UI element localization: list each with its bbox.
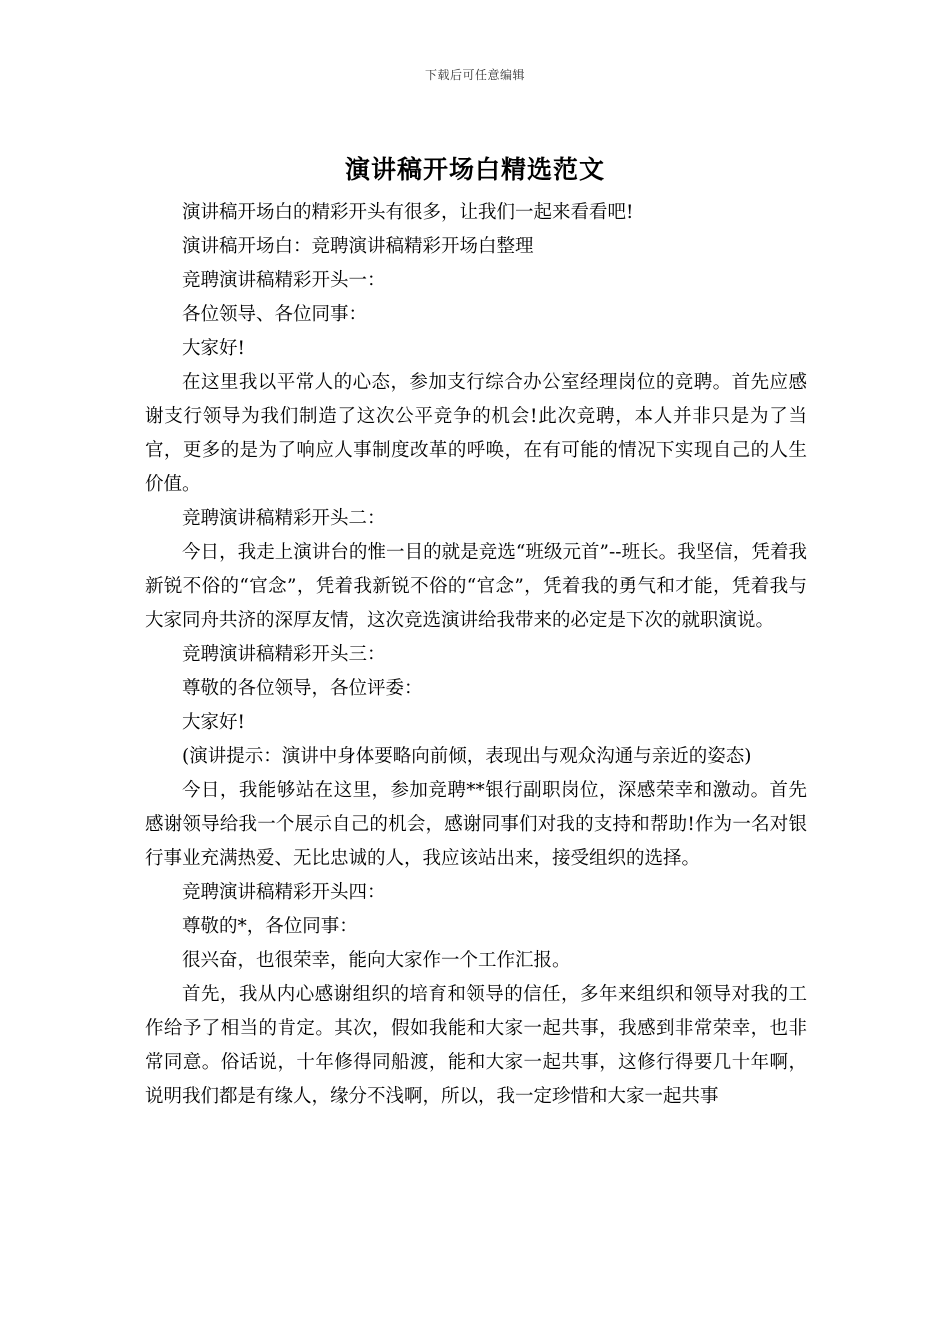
section-heading: 竞聘演讲稿精彩开头三： (182, 644, 386, 665)
greeting: 大家好! (182, 338, 245, 359)
page-header-note: 下载后可任意编辑 (424, 68, 525, 82)
document-title: 演讲稿开场白精选范文 (344, 155, 605, 184)
paragraph: 在这里我以平常人的心态，参加支行综合办公室经理岗位的竞聘。首先应感谢支行领导为我们制造了这次公平竞争的机会!此次竞聘，本人并非只是为了当官，更多的是为了响应人事制度改革的呼唤，在有可能的情况下实现自己的人生价值。 (145, 372, 807, 495)
section-heading: 竞聘演讲稿精彩开头二： (182, 508, 386, 529)
section-heading: 竞聘演讲稿精彩开头四： (182, 882, 386, 903)
paragraph: 演讲稿开场白：竞聘演讲稿精彩开场白整理 (182, 236, 534, 257)
paragraph: 演讲稿开场白的精彩开头有很多，让我们一起来看看吧! (182, 202, 634, 223)
paragraph: 很兴奋，也很荣幸，能向大家作一个工作汇报。 (182, 950, 571, 971)
salutation: 尊敬的各位领导，各位评委： (182, 678, 423, 699)
paragraph: 今日，我走上演讲台的惟一目的就是竞选“班级元首”--班长。我坚信，凭着我新锐不俗的“官念”，凭着我新锐不俗的“官念”，凭着我的勇气和才能，凭着我与大家同舟共济的深厚友情，这次竞选演讲给我带来的必定是下次的就职演说。 (145, 542, 807, 631)
paragraph: 首先，我从内心感谢组织的培育和领导的信任，多年来组织和领导对我的工作给予了相当的肯定。其次，假如我能和大家一起共事，我感到非常荣幸，也非常同意。俗话说，十年修得同船渡，能和大家一起共事，这修行得要几十年啊，说明我们都是有缘人，缘分不浅啊，所以，我一定珍惜和大家一起共事 (145, 984, 807, 1107)
paragraph: 今日，我能够站在这里，参加竞聘**银行副职岗位，深感荣幸和激动。首先感谢领导给我一个展示自己的机会，感谢同事们对我的支持和帮助!作为一名对银行事业充满热爱、无比忠诚的人，我应该站出来，接受组织的选择。 (145, 780, 807, 869)
section-heading: 竞聘演讲稿精彩开头一： (182, 270, 386, 291)
salutation: 各位领导、各位同事： (182, 304, 368, 325)
greeting: 大家好! (182, 712, 245, 733)
document-body (145, 196, 807, 1114)
stage-note: (演讲提示：演讲中身体要略向前倾，表现出与观众沟通与亲近的姿态) (182, 746, 752, 767)
salutation: 尊敬的*，各位同事： (182, 916, 358, 937)
